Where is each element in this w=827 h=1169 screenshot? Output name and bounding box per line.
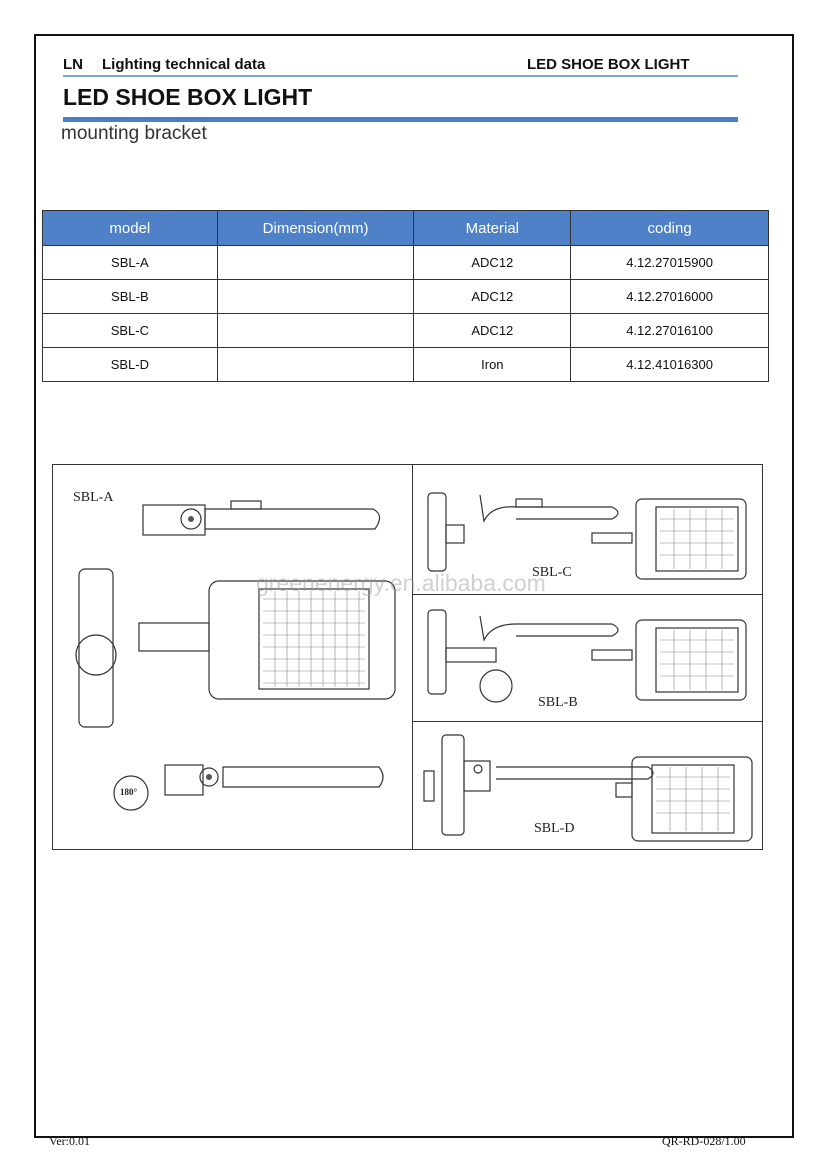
sbl-b-drawing [412, 594, 762, 721]
header-title: Lighting technical data [102, 56, 266, 73]
cell-model: SBL-C [43, 314, 218, 348]
cell-dimension [217, 280, 414, 314]
col-model: model [43, 211, 218, 246]
table-row [43, 314, 769, 348]
cell-material: ADC12 [414, 246, 571, 280]
header-product: LED SHOE BOX LIGHT [527, 56, 690, 73]
footer-version: Ver:0.01 [49, 1134, 90, 1148]
table-row [43, 348, 769, 382]
spec-table [42, 210, 769, 382]
sbl-a-drawing [53, 465, 412, 849]
table-row [43, 246, 769, 280]
title-rule [63, 117, 738, 122]
cell-model: SBL-D [43, 348, 218, 382]
cell-dimension [217, 314, 414, 348]
label-sbl-d: SBL-D [534, 821, 575, 836]
sbl-d-drawing [412, 721, 762, 849]
header-rule [63, 75, 738, 77]
footer-code: QR-RD-028/1.00 [662, 1134, 746, 1148]
section-title: mounting bracket [61, 123, 207, 144]
cell-material: Iron [414, 348, 571, 382]
header-brand: LN [63, 56, 83, 73]
col-material: Material [414, 211, 571, 246]
cell-dimension [217, 246, 414, 280]
cell-material: ADC12 [414, 314, 571, 348]
table-header-row [43, 211, 769, 246]
cell-coding: 4.12.27016000 [571, 280, 769, 314]
cell-model: SBL-A [43, 246, 218, 280]
cell-coding: 4.12.27016100 [571, 314, 769, 348]
cell-dimension [217, 348, 414, 382]
label-rotation: 180° [120, 787, 138, 797]
col-dimension: Dimension(mm) [217, 211, 414, 246]
table-row [43, 280, 769, 314]
col-coding: coding [571, 211, 769, 246]
bracket-drawings [52, 464, 763, 850]
watermark: greenenergy.en.alibaba.com [256, 570, 546, 596]
cell-model: SBL-B [43, 280, 218, 314]
label-sbl-a: SBL-A [73, 490, 114, 505]
cell-coding: 4.12.41016300 [571, 348, 769, 382]
label-sbl-c: SBL-C [532, 565, 572, 580]
cell-material: ADC12 [414, 280, 571, 314]
label-sbl-b: SBL-B [538, 695, 578, 710]
cell-coding: 4.12.27015900 [571, 246, 769, 280]
page-title: LED SHOE BOX LIGHT [63, 84, 313, 110]
